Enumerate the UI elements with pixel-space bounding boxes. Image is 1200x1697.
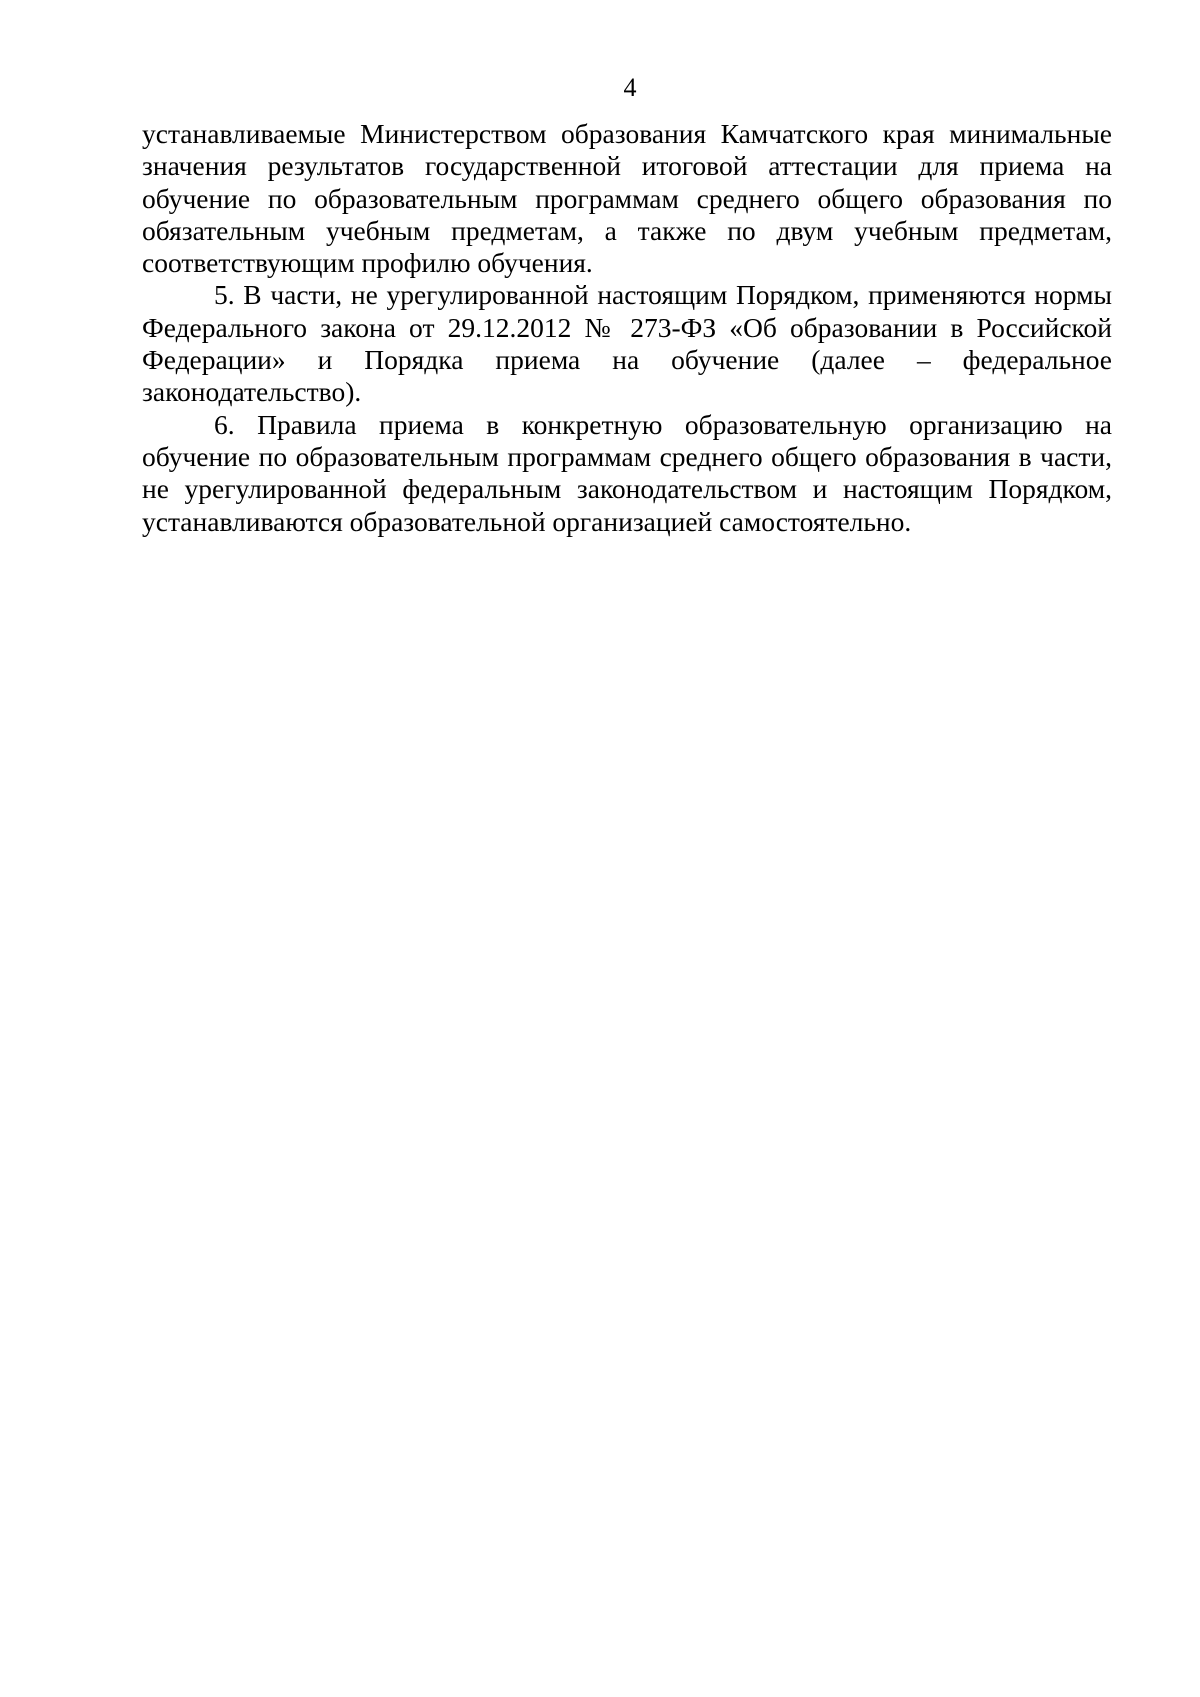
paragraph-continuation: устанавливаемые Министерством образования Камчатского края минимальные значения результатов государственной итоговой аттестации для приема на обучение по образовательным программам среднего общего образования по обязательным учебным предметам, а также по двум учебным предметам, соответствующим профилю обучения. <box>142 118 1112 279</box>
paragraph-item-6: 6. Правила приема в конкретную образовательную организацию на обучение по образовательным программам среднего общего образования в части, не урегулированной федеральным законодательством и настоящим Порядком, устанавливаются образовательной организацией самостоятельно. <box>142 408 1112 537</box>
paragraph-item-5: 5. В части, не урегулированной настоящим Порядком, применяются нормы Федерального закона от 29.12.2012 № 273-ФЗ «Об образовании в Российской Федерации» и Порядка приема на обучение (далее – федеральное законодательство). <box>142 279 1112 408</box>
page-number: 4 <box>623 73 637 102</box>
document-body <box>142 118 1112 538</box>
